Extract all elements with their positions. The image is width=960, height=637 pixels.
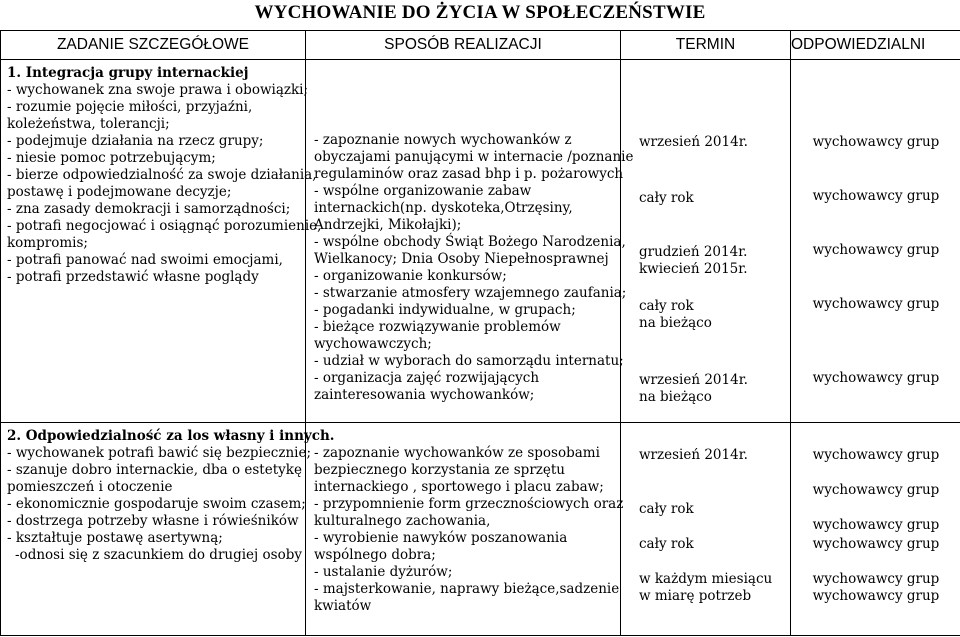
method-line: regulaminów oraz zasad bhp i p. pożarowych — [314, 166, 624, 182]
term-text: wrzesień 2014r. — [639, 134, 748, 150]
term-text: kwiecień 2015r. — [639, 261, 748, 277]
section-heading: 1. Integracja grupy internackiej — [7, 65, 249, 81]
task-line: - rozumie pojęcie miłości, przyjaźni, — [7, 99, 253, 115]
task-line: postawę i podejmowane decyzje; — [7, 184, 232, 200]
task-line: - zna zasady demokracji i samorządności; — [7, 201, 291, 217]
method-line: - wyrobienie nawyków poszanowania — [314, 530, 568, 546]
responsible-text: wychowawcy grup — [812, 482, 940, 498]
term-text: na bieżąco — [639, 389, 712, 405]
task-line: - potrafi przedstawić własne poglądy — [7, 269, 259, 285]
method-line: kwiatów — [314, 598, 372, 614]
header-term: TERMIN — [621, 31, 791, 60]
responsible-text: wychowawcy grup — [812, 370, 940, 386]
page-title: WYCHOWANIE DO ŻYCIA W SPOŁECZEŃSTWIE — [254, 2, 706, 23]
method-cell — [306, 423, 624, 636]
method-line: zainteresowania wychowanków; — [314, 387, 535, 403]
method-line: - przypomnienie form grzecznościowych oraz — [314, 496, 624, 512]
method-line: internackiego , sportowego i placu zabaw; — [314, 479, 604, 495]
responsible-text: wychowawcy grup — [812, 242, 940, 258]
task-line: - potrafi panować nad swoimi emocjami, — [7, 252, 283, 268]
responsible-text: wychowawcy grup — [812, 188, 940, 204]
responsible-text: wychowawcy grup — [812, 296, 940, 312]
method-line: wspólnego dobra; — [314, 547, 436, 563]
method-line: - bieżące rozwiązywanie problemów — [314, 319, 561, 335]
term-text: wrzesień 2014r. — [639, 447, 748, 463]
responsible-text: wychowawcy grup — [812, 571, 940, 587]
task-line: - szanuje dobro internackie, dba o estetykę — [7, 462, 302, 478]
header-method: SPOSÓB REALIZACJI — [306, 31, 621, 60]
method-line: kulturalnego zachowania, — [314, 513, 491, 529]
responsible-cell — [791, 423, 960, 636]
method-line: - wspólne obchody Świąt Bożego Narodzenia, — [314, 234, 626, 250]
method-line: - zapoznanie wychowanków ze sposobami — [314, 445, 600, 461]
task-line: - podejmuje działania na rzecz grupy; — [7, 133, 264, 149]
task-line: - kształtuje postawę asertywną; — [7, 530, 223, 546]
task-cell — [1, 60, 322, 423]
table-row — [1, 60, 960, 423]
header-row — [1, 31, 960, 60]
task-line: - bierze odpowiedzialność za swoje działania, — [7, 167, 317, 183]
header-task: ZADANIE SZCZEGÓŁOWE — [1, 31, 306, 60]
term-text: na bieżąco — [639, 315, 712, 331]
plan-table — [0, 30, 960, 636]
term-text: grudzień 2014r. — [639, 244, 748, 260]
term-cell — [621, 423, 791, 636]
task-line: - dostrzega potrzeby własne i rówieśników — [7, 513, 299, 529]
term-text: cały rok — [639, 536, 694, 552]
method-line: - organizacja zajęć rozwijających — [314, 370, 540, 386]
term-text: wrzesień 2014r. — [639, 372, 748, 388]
responsible-text: wychowawcy grup — [812, 536, 940, 552]
term-text: w każdym miesiącu — [639, 571, 773, 587]
method-line: - udział w wyborach do samorządu internatu; — [314, 353, 624, 369]
task-line: -odnosi się z szacunkiem do drugiej osoby — [15, 547, 302, 563]
method-line: Wielkanocy; Dnia Osoby Niepełnosprawnej — [314, 251, 609, 267]
term-text: cały rok — [639, 298, 694, 314]
method-line: Andrzejki, Mikołajki); — [314, 217, 462, 233]
method-line: - pogadanki indywidualne, w grupach; — [314, 302, 576, 318]
method-line: - majsterkowanie, naprawy bieżące,sadzenie — [314, 581, 620, 597]
term-text: cały rok — [639, 190, 694, 206]
method-line: - ustalanie dyżurów; — [314, 564, 453, 580]
task-line: koleżeństwa, tolerancji; — [7, 116, 170, 132]
method-line: - organizowanie konkursów; — [314, 268, 507, 284]
section-heading: 2. Odpowiedzialność za los własny i innych. — [7, 428, 335, 444]
header-responsible: ODPOWIEDZIALNI — [791, 31, 960, 60]
responsible-text: wychowawcy grup — [812, 517, 940, 533]
method-line: bezpiecznego korzystania ze sprzętu — [314, 462, 566, 478]
term-text: w miarę potrzeb — [639, 588, 752, 604]
responsible-text: wychowawcy grup — [812, 447, 940, 463]
method-cell — [306, 60, 634, 423]
responsible-cell — [791, 60, 960, 423]
term-cell — [621, 60, 791, 423]
term-text: cały rok — [639, 501, 694, 517]
task-line: - ekonomicznie gospodaruje swoim czasem; — [7, 496, 306, 512]
method-line: obyczajami panującymi w internacie /poznanie — [314, 149, 634, 165]
method-line: - stwarzanie atmosfery wzajemnego zaufania; — [314, 285, 627, 301]
method-line: wychowawczych; — [314, 336, 432, 352]
task-line: - niesie pomoc potrzebującym; — [7, 150, 216, 166]
responsible-text: wychowawcy grup — [812, 134, 940, 150]
method-line: internackich(np. dyskoteka,Otrzęsiny, — [314, 200, 573, 216]
responsible-text: wychowawcy grup — [812, 588, 940, 604]
task-line: - potrafi negocjować i osiągnąć porozumienie, — [7, 218, 322, 234]
task-line: - wychowanek potrafi bawić się bezpiecznie; — [7, 445, 312, 461]
task-line: pomieszczeń i otoczenie — [7, 479, 173, 495]
task-line: kompromis; — [7, 235, 88, 251]
method-line: - wspólne organizowanie zabaw — [314, 183, 532, 199]
task-line: - wychowanek zna swoje prawa i obowiązki; — [7, 82, 309, 98]
method-line: - zapoznanie nowych wychowanków z — [314, 132, 572, 148]
task-cell — [1, 423, 335, 636]
table-row — [1, 423, 960, 636]
